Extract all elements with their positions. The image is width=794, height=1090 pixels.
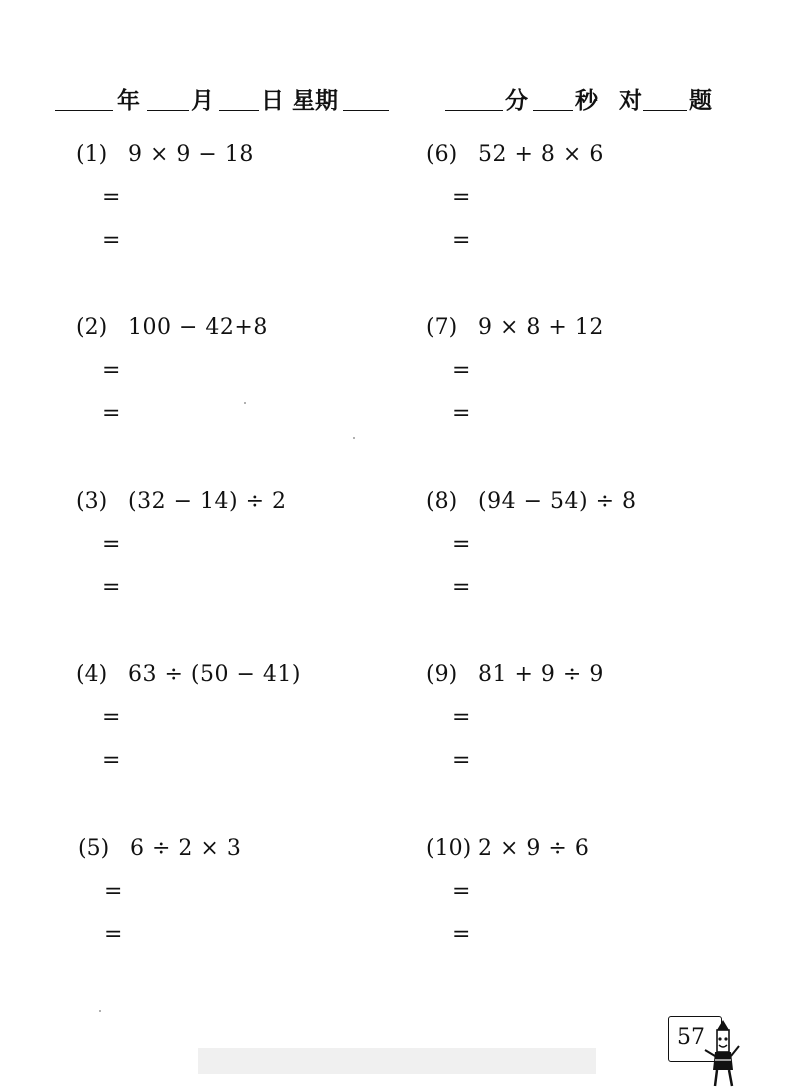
- problem-expression: 52 + 8 × 6: [478, 142, 604, 167]
- problem-expression: 9 × 8 + 12: [478, 315, 604, 340]
- day-blank[interactable]: [219, 110, 259, 111]
- answer-step-1[interactable]: =: [102, 358, 121, 383]
- answer-step-2[interactable]: =: [452, 748, 471, 773]
- problem-number: (7): [426, 315, 458, 340]
- weekday-blank[interactable]: [343, 110, 389, 111]
- answer-step-1[interactable]: =: [452, 532, 471, 557]
- problem-expression: (32 − 14) ÷ 2: [128, 489, 287, 514]
- answer-step-2[interactable]: =: [102, 228, 121, 253]
- scan-speck: [244, 402, 246, 404]
- month-label: 月: [191, 87, 214, 114]
- problem-number: (4): [76, 662, 108, 687]
- problem-number: (8): [426, 489, 458, 514]
- answer-step-1[interactable]: =: [452, 358, 471, 383]
- day-weekday-label: 日 星期: [261, 87, 339, 114]
- answer-step-1[interactable]: =: [104, 879, 123, 904]
- seconds-blank[interactable]: [533, 110, 573, 111]
- problem-number: (3): [76, 489, 108, 514]
- problem-2: [76, 315, 396, 445]
- scan-speck: [99, 1010, 101, 1012]
- answer-step-2[interactable]: =: [102, 575, 121, 600]
- year-blank[interactable]: [55, 110, 113, 111]
- scan-speck: [353, 437, 355, 439]
- problem-8: [426, 489, 746, 619]
- problem-9: [426, 662, 746, 792]
- answer-step-2[interactable]: =: [104, 922, 123, 947]
- problem-3: [76, 489, 396, 619]
- answer-step-2[interactable]: =: [102, 401, 121, 426]
- answer-step-1[interactable]: =: [102, 532, 121, 557]
- questions-label: 题: [689, 87, 712, 114]
- seconds-label: 秒: [575, 87, 598, 114]
- problem-expression: 6 ÷ 2 × 3: [130, 836, 242, 861]
- problem-number: (10): [426, 836, 472, 861]
- minutes-label: 分: [505, 87, 528, 114]
- problem-number: (2): [76, 315, 108, 340]
- footer-bar: [198, 1048, 596, 1074]
- problem-expression: 2 × 9 ÷ 6: [478, 836, 590, 861]
- problem-4: [76, 662, 396, 792]
- problem-1: [76, 142, 396, 272]
- problem-expression: 100 − 42+8: [128, 315, 268, 340]
- problem-expression: (94 − 54) ÷ 8: [478, 489, 637, 514]
- correct-count-blank[interactable]: [643, 110, 687, 111]
- minutes-blank[interactable]: [445, 110, 503, 111]
- answer-step-2[interactable]: =: [102, 748, 121, 773]
- answer-step-1[interactable]: =: [452, 705, 471, 730]
- problem-expression: 81 + 9 ÷ 9: [478, 662, 604, 687]
- answer-step-2[interactable]: =: [452, 575, 471, 600]
- problem-5: [78, 836, 398, 966]
- problem-expression: 9 × 9 − 18: [128, 142, 254, 167]
- problem-number: (5): [78, 836, 110, 861]
- worksheet-header: [55, 80, 735, 114]
- problem-number: (6): [426, 142, 458, 167]
- problem-expression: 63 ÷ (50 − 41): [128, 662, 301, 687]
- answer-step-1[interactable]: =: [102, 705, 121, 730]
- problem-number: (9): [426, 662, 458, 687]
- page-number: 57: [677, 1025, 705, 1050]
- month-blank[interactable]: [147, 110, 189, 111]
- answer-step-2[interactable]: =: [452, 922, 471, 947]
- correct-label: 对: [619, 87, 642, 114]
- problem-7: [426, 315, 746, 445]
- answer-step-2[interactable]: =: [452, 228, 471, 253]
- problem-number: (1): [76, 142, 108, 167]
- problem-6: [426, 142, 746, 272]
- answer-step-1[interactable]: =: [452, 879, 471, 904]
- pencil-mascot-icon: [695, 1020, 745, 1090]
- answer-step-2[interactable]: =: [452, 401, 471, 426]
- year-label: 年: [117, 87, 140, 114]
- answer-step-1[interactable]: =: [102, 185, 121, 210]
- answer-step-1[interactable]: =: [452, 185, 471, 210]
- problem-10: [426, 836, 746, 966]
